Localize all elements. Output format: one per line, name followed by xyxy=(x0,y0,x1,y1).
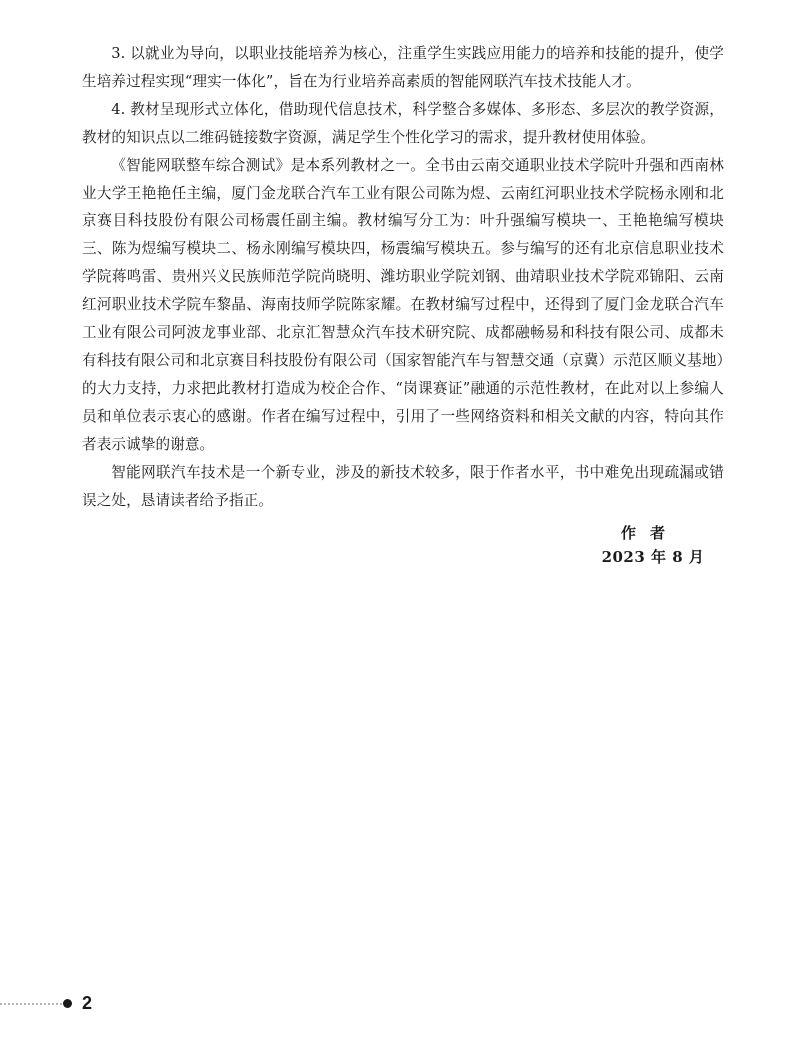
bullet-icon xyxy=(63,999,72,1008)
author-signature: 作者 xyxy=(620,524,679,542)
page-number: 2 xyxy=(82,993,93,1013)
dotted-leader xyxy=(0,1003,62,1005)
page-footer xyxy=(0,992,120,1016)
preface-body xyxy=(82,40,724,514)
paragraph-closing: 智能网联汽车技术是一个新专业，涉及的新技术较多，限于作者水平，书中难免出现疏漏或错误之处，恳请读者给予指正。 xyxy=(82,463,724,509)
paragraph-item-3: 3. 以就业为导向，以职业技能培养为核心，注重学生实践应用能力的培养和技能的提升，使学生培养过程实现“理实一体化”，旨在为行业培养高素质的智能网联汽车技术技能人才。 xyxy=(82,45,724,90)
paragraph-series-intro: 《智能网联整车综合测试》是本系列教材之一。全书由云南交通职业技术学院叶升强和西南林业大学王艳艳任主编，厦门金龙联合汽车工业有限公司陈为煜、云南红河职业技术学院杨永刚和北京赛目科技股份有限公司杨震任副主编。教材编写分工为：叶升强编写模块一、王艳艳编写模块三、陈为煜编写模块二、杨永刚编写模块四，杨震编写模块五。参与编写的还有北京信息职业技术学院蒋鸣雷、贵州兴义民族师范学院尚晓明、潍坊职业学院刘钢、曲靖职业技术学院邓锦阳、云南红河职业技术学院车黎晶、海南技师学院陈家耀。在教材编写过程中，还得到了厦门金龙联合汽车工业有限公司阿波龙事业部、北京汇智慧众汽车技术研究院、成都融畅易和科技有限公司、成都未有科技有限公司和北京赛目科技股份有限公司（国家智能汽车与智慧交通（京冀）示范区顺义基地）的大力支持，力求把此教材打造成为校企合作、“岗课赛证”融通的示范性教材，在此对以上参编人员和单位表示衷心的感谢。作者在编写过程中，引用了一些网络资料和相关文献的内容，特向其作者表示诚挚的谢意。 xyxy=(82,156,724,453)
paragraph-item-4: 4. 教材呈现形式立体化，借助现代信息技术，科学整合多媒体、多形态、多层次的教学资源，教材的知识点以二维码链接数字资源，满足学生个性化学习的需求，提升教材使用体验。 xyxy=(82,100,724,146)
signature-date: 2023 年 8 月 xyxy=(601,548,705,566)
